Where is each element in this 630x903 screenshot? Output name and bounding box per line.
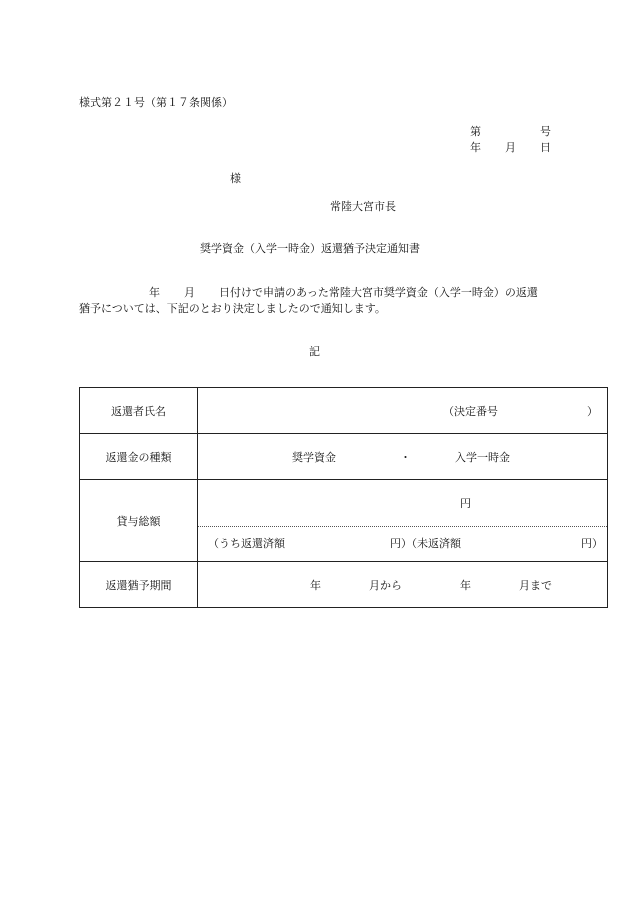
decision-number-close: ） [587, 404, 598, 418]
deferral-period-field[interactable] [198, 562, 608, 608]
document-number [470, 126, 551, 137]
issuer: 常陸大宮市長 [330, 200, 396, 213]
repayment-type-label: 返還金の種類 [80, 434, 198, 480]
body-line-1 [79, 287, 538, 298]
document-title: 奨学資金（入学一時金）返還猶予決定通知書 [200, 242, 420, 255]
ki-heading: 記 [309, 345, 320, 358]
decision-number-label: （決定番号 [443, 404, 498, 418]
total-loan-yen: 円 [460, 497, 471, 510]
body-line-1-text: 日付けで申請のあった常陸大宮市奨学資金（入学一時金）の返還 [219, 286, 538, 299]
table-row [80, 562, 608, 608]
period-from-month: 月から [369, 578, 402, 592]
period-to-year: 年 [460, 578, 471, 592]
repayment-type-field[interactable] [198, 434, 608, 480]
body-date-year: 年 [149, 286, 160, 299]
repaid-amount-label: （うち返還済額 [208, 537, 285, 550]
addressee: 様 [230, 172, 241, 185]
period-from-year: 年 [310, 578, 321, 592]
body-line-2: 猶予については、下記のとおり決定しましたので通知します。 [79, 302, 386, 315]
document-date [470, 142, 551, 153]
option-scholarship[interactable]: 奨学資金 [292, 450, 336, 464]
form-number: 様式第２１号（第１７条関係） [79, 96, 233, 109]
doc-no-prefix: 第 [470, 125, 481, 138]
date-day: 日 [540, 141, 551, 154]
total-loan-field[interactable] [198, 480, 608, 562]
table-row [80, 434, 608, 480]
table-row [80, 388, 608, 434]
details-table [79, 387, 608, 608]
option-separator: ・ [400, 450, 411, 464]
doc-no-suffix: 号 [540, 125, 551, 138]
unpaid-amount-label: （未返済額 [406, 537, 461, 550]
deferral-period-label: 返還猶予期間 [80, 562, 198, 608]
unpaid-amount-yen: 円） [581, 537, 603, 550]
body-date-month: 月 [184, 286, 195, 299]
repayer-name-label: 返還者氏名 [80, 388, 198, 434]
repayer-name-field[interactable] [198, 388, 608, 434]
total-loan-label: 貸与総額 [80, 480, 198, 562]
repaid-amount-yen: 円） [390, 537, 412, 550]
date-month: 月 [505, 141, 516, 154]
period-to-month: 月まで [519, 578, 552, 592]
option-enrollment-fund[interactable]: 入学一時金 [455, 450, 510, 464]
date-year: 年 [470, 141, 481, 154]
table-row [80, 480, 608, 562]
